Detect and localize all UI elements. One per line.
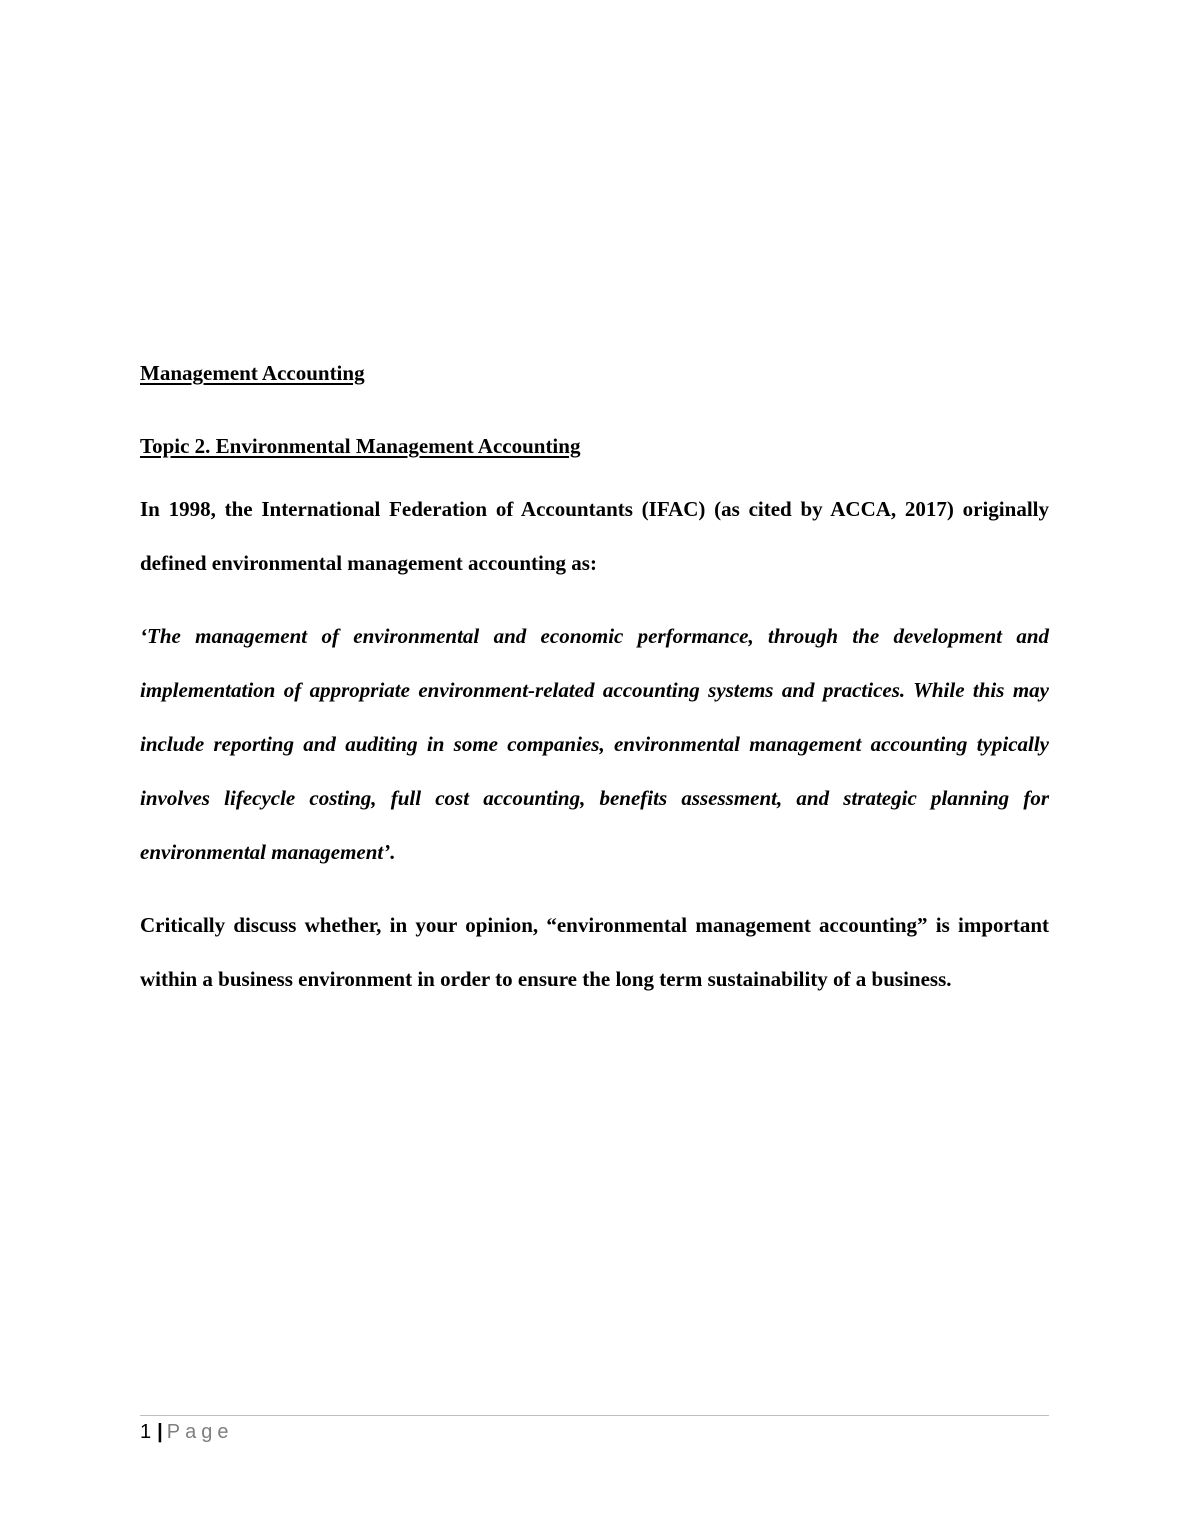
essay-question: Critically discuss whether, in your opinion, “environmental management accounting” is important within a business environment in order to ensure the long term sustainability of a business. (140, 913, 1049, 991)
footer-separator: | (157, 1421, 163, 1443)
page-number: 1 (140, 1421, 152, 1443)
page-label: Page (166, 1421, 234, 1443)
document-body (140, 357, 1049, 1006)
footer-divider (140, 1415, 1049, 1416)
intro-paragraph: In 1998, the International Federation of Accountants (IFAC) (as cited by ACCA, 2017) originally defined environmental management accounting as: (140, 497, 1049, 575)
course-title: Management Accounting (140, 361, 365, 385)
page-footer (140, 1418, 233, 1446)
topic-title: Topic 2. Environmental Management Accounting (140, 434, 581, 458)
definition-quote: ‘The management of environmental and economic performance, through the development and implementation of appropriate environment-related accounting systems and practices. While this may include reporting and auditing in some companies, environmental management accounting typically involves lifecycle costing, full cost accounting, benefits assessment, and strategic planning for environmental management’. (140, 624, 1049, 864)
